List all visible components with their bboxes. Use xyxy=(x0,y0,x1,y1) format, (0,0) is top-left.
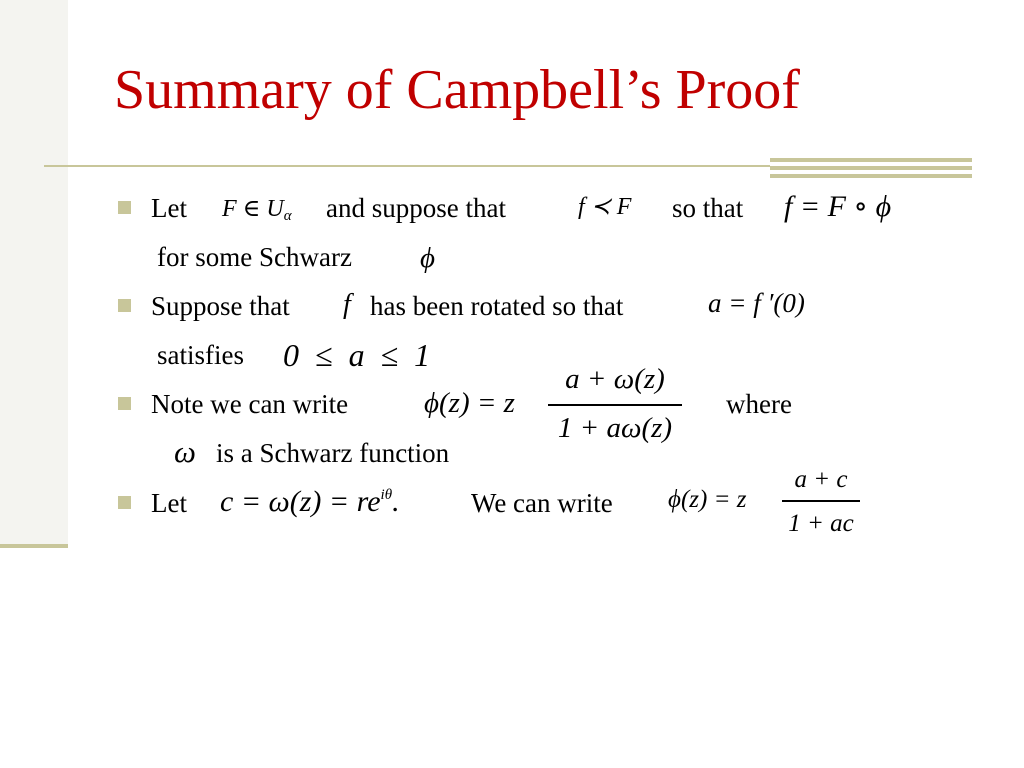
bullet-2-formula-f: f xyxy=(343,289,351,320)
bullet-4-fraction-numerator: a + c xyxy=(794,466,848,493)
bullet-4-text-let: Let xyxy=(151,488,187,518)
divider-accent-bar xyxy=(770,174,972,178)
bullet-1-formula-f-in-u xyxy=(222,197,292,224)
bullet-3-fraction-numerator: a + ω(z) xyxy=(565,363,665,395)
title-divider-line xyxy=(44,165,770,167)
bullet-1-text-suppose: and suppose that xyxy=(326,193,506,223)
bullet-1-continuation-text: for some Schwarz xyxy=(157,242,352,272)
bullet-3-fraction-denominator: 1 + aω(z) xyxy=(557,412,673,444)
bullet-4-fraction-denominator: 1 + ac xyxy=(788,510,854,537)
slide-title: Summary of Campbell’s Proof xyxy=(114,59,800,121)
left-sidebar-band xyxy=(0,0,68,548)
bullet-marker xyxy=(118,397,131,410)
divider-accent-bar xyxy=(770,166,972,170)
bullet-marker xyxy=(118,496,131,509)
bullet-3-continuation-text: is a Schwarz function xyxy=(216,438,450,468)
bullet-3-text-note: Note we can write xyxy=(151,389,349,419)
bullet-marker xyxy=(118,201,131,214)
bullet-1-text-so-that: so that xyxy=(672,193,744,223)
bullet-3-formula-lhs: ϕ(z) = z xyxy=(424,387,515,419)
bullet-4-text-we-can-write: We can write xyxy=(471,488,613,518)
bullet-2-inequality: 0 ≤ a ≤ 1 xyxy=(283,337,431,373)
bullet-1-formula-composition: f = F ∘ ϕ xyxy=(784,190,892,223)
bullet-3-omega-symbol: ω xyxy=(174,434,196,469)
bullet-4-formula-lhs: ϕ(z) = z xyxy=(668,486,747,513)
bullet-3-text-where: where xyxy=(726,389,792,419)
bullet-4-formula-c xyxy=(220,487,400,517)
formula-superscript: iθ xyxy=(380,487,393,503)
bullet-2-text-rotated: has been rotated so that xyxy=(370,291,624,321)
sidebar-bottom-edge xyxy=(0,544,68,548)
bullet-marker xyxy=(118,299,131,312)
formula-subscript: α xyxy=(283,208,292,224)
bullet-3-fraction-bar xyxy=(548,404,682,406)
formula-text: F ∈ U xyxy=(222,196,284,222)
formula-text: c = ω(z) = re xyxy=(220,485,381,518)
bullet-1-phi-symbol: ϕ xyxy=(420,242,436,274)
bullet-1-formula-subordinate: f ≺ F xyxy=(578,194,632,220)
bullet-2-continuation-text: satisfies xyxy=(157,340,244,370)
bullet-2-text-suppose: Suppose that xyxy=(151,291,290,321)
divider-accent-bar xyxy=(770,158,972,162)
bullet-4-fraction-bar xyxy=(782,500,860,502)
bullet-2-formula-derivative: a = f ′(0) xyxy=(708,288,805,318)
formula-period: . xyxy=(392,485,400,518)
bullet-1-text-let: Let xyxy=(151,193,187,223)
